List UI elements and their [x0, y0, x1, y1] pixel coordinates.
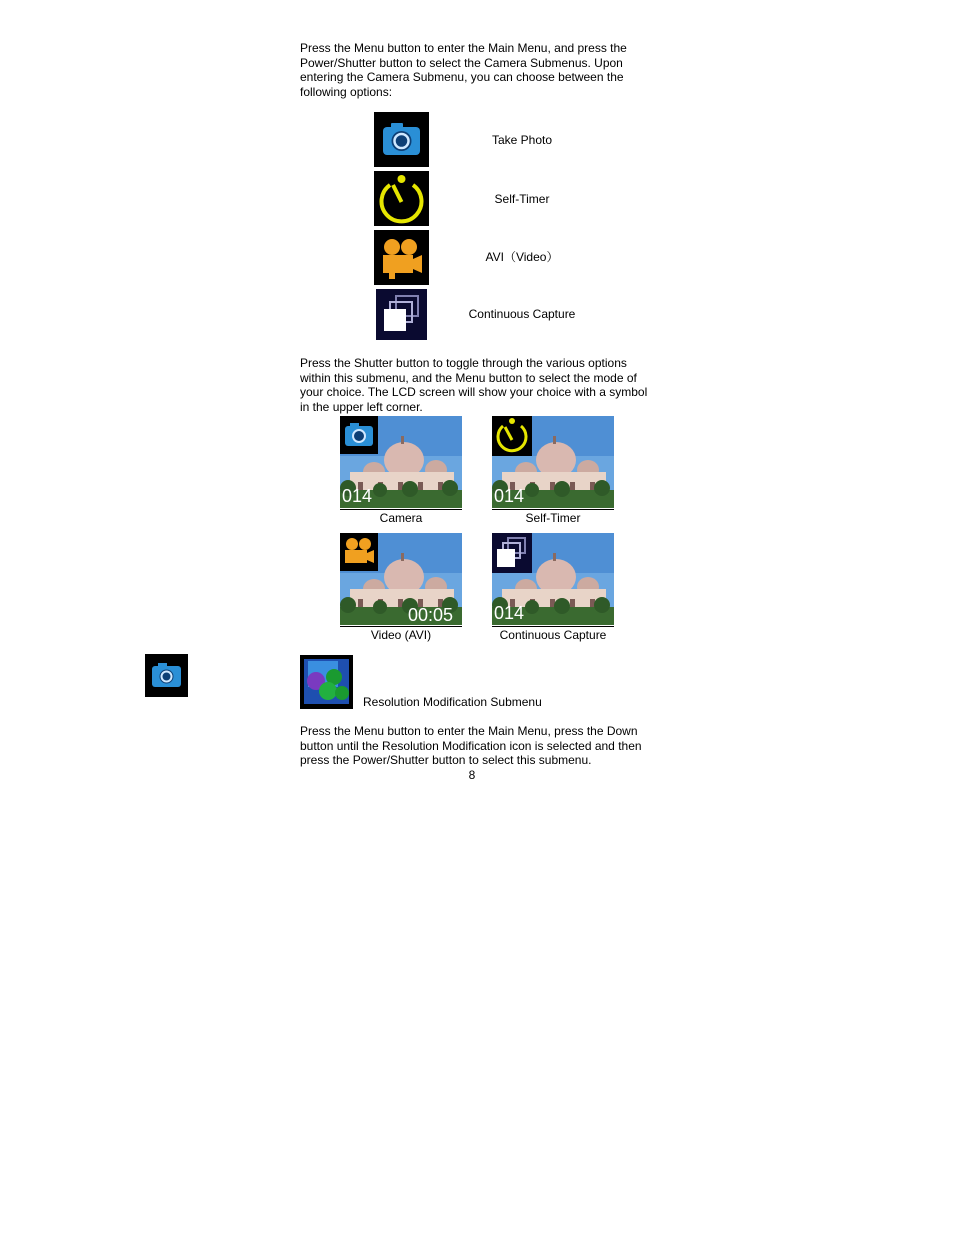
divider — [340, 626, 462, 627]
intro-paragraph: Press the Menu button to enter the Main Menu, and press the Power/Shutter button to select the Camera Submenus. Upon entering the Camera Submenu, you can choose between the following options: — [300, 41, 627, 99]
counter-text: 00:05 — [408, 605, 454, 625]
screen-caption: Self-Timer — [525, 511, 581, 525]
lcd-screen-video — [340, 533, 462, 625]
page-number: 8 — [468, 768, 476, 782]
divider — [492, 626, 614, 627]
lcd-screen-self-timer — [492, 416, 614, 508]
counter-text: 014 — [494, 603, 525, 623]
camera-icon — [145, 654, 188, 697]
camera-icon — [374, 112, 429, 167]
lcd-screen-camera — [340, 416, 462, 508]
option-label: Self-Timer — [494, 192, 550, 206]
divider — [340, 509, 462, 510]
screen-caption: Camera — [379, 511, 423, 525]
lcd-screen-continuous — [492, 533, 614, 625]
divider — [300, 708, 353, 709]
video-camera-icon — [374, 230, 429, 285]
counter-text: 014 — [342, 486, 373, 506]
toggle-paragraph: Press the Shutter button to toggle through the various options within this submenu, and the Menu button to select the mode of your choice. The LCD screen will show your choice with a symbol in the upper left corner. — [300, 356, 648, 414]
option-label: Continuous Capture — [468, 307, 576, 321]
screen-caption: Continuous Capture — [499, 628, 607, 642]
counter-text: 014 — [494, 486, 525, 506]
continuous-capture-icon — [376, 289, 427, 340]
self-timer-icon — [374, 171, 429, 226]
option-label: AVI（Video） — [485, 250, 559, 264]
resolution-icon — [300, 655, 353, 708]
divider — [492, 509, 614, 510]
resolution-paragraph: Press the Menu button to enter the Main Menu, press the Down button until the Resolution Modification icon is selected and then press the Power/Shutter button to select this submenu. — [300, 724, 642, 767]
option-label: Take Photo — [491, 133, 553, 147]
screen-caption: Video (AVI) — [370, 628, 432, 642]
section-title: Resolution Modification Submenu — [363, 695, 542, 709]
